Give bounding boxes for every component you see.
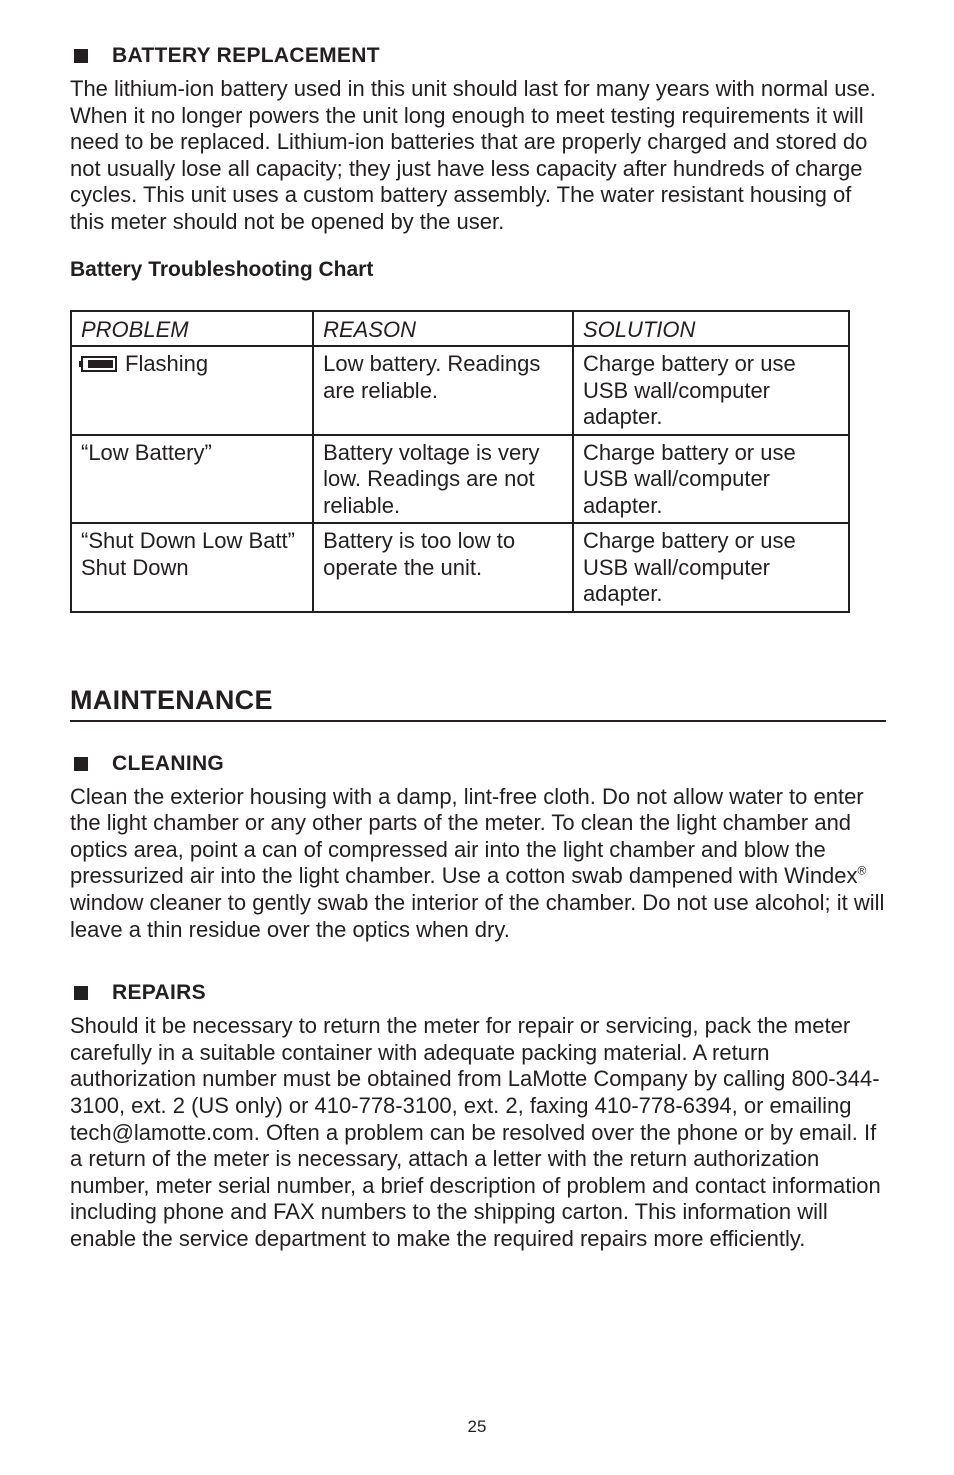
cleaning-text-end: window cleaner to gently swab the interior of the chamber. Do not use alcohol; it will leave a thin residue over the optics when dry. (70, 889, 885, 942)
battery-icon (81, 356, 117, 372)
header-solution: SOLUTION (573, 311, 849, 347)
repairs-heading (70, 981, 886, 1005)
battery-troubleshooting-table (70, 310, 850, 613)
table-row (71, 523, 849, 612)
problem-text: Flashing (125, 351, 209, 377)
cleaning-heading (70, 752, 886, 776)
cell-problem (71, 346, 313, 435)
square-bullet-icon (74, 757, 88, 771)
repairs-heading-text: REPAIRS (112, 981, 206, 1005)
cleaning-heading-text: CLEANING (112, 751, 225, 775)
cell-problem: “Low Battery” (71, 435, 313, 524)
header-problem: PROBLEM (71, 311, 313, 347)
table-row (71, 346, 849, 435)
battery-replacement-heading-text: BATTERY REPLACEMENT (112, 44, 380, 67)
cell-problem: “Shut Down Low Batt” Shut Down (71, 523, 313, 612)
cell-solution: Charge battery or use USB wall/computer adapter. (573, 435, 849, 524)
cleaning-text-start: Clean the exterior housing with a damp, lint-free cloth. Do not allow water to enter the light chamber or any other parts of the meter. To clean the light chamber and optics area, point a can of compressed air into the light chamber and blow the pressurized air into the light chamber. Use a cotton swab dampened with Windex (70, 783, 864, 889)
chart-title: Battery Troubleshooting Chart (70, 257, 374, 281)
maintenance-title: MAINTENANCE (70, 685, 886, 722)
cell-reason: Battery voltage is very low. Readings are not reliable. (313, 435, 573, 524)
header-reason: REASON (313, 311, 573, 347)
square-bullet-icon (74, 49, 88, 63)
table-row (71, 435, 849, 524)
battery-replacement-paragraph: The lithium-ion battery used in this unit should last for many years with normal use. When it no longer powers the unit long enough to meet testing requirements it will need to be replaced. Lithium-ion batteries that are properly charged and stored do not usually lose all capacity; they just have less capacity after hundreds of charge cycles. This unit uses a custom battery assembly. The water resistant housing of this meter should not be opened by the user. (70, 76, 876, 234)
manual-page (70, 44, 886, 1252)
cleaning-paragraph (70, 784, 886, 944)
cell-solution: Charge battery or use USB wall/computer adapter. (573, 346, 849, 435)
cell-reason: Low battery. Readings are reliable. (313, 346, 573, 435)
repairs-paragraph: Should it be necessary to return the meter for repair or servicing, pack the meter carefully in a suitable container with adequate packing material. A return authorization number must be obtained from LaMotte Company by calling 800-344-3100, ext. 2 (US only) or 410-778-3100, ext. 2, faxing 410-778-6394, or emailing tech@lamotte.com. Often a problem can be resolved over the phone or by email. If a return of the meter is necessary, attach a letter with the return authorization number, meter serial number, a brief description of problem and contact information including phone and FAX numbers to the shipping carton. This information will enable the service department to make the required repairs more efficiently. (70, 1013, 881, 1251)
cell-solution: Charge battery or use USB wall/computer adapter. (573, 523, 849, 612)
square-bullet-icon (74, 986, 88, 1000)
page-number: 25 (467, 1417, 487, 1436)
registered-trademark: ® (857, 864, 867, 879)
cell-reason: Battery is too low to operate the unit. (313, 523, 573, 612)
table-header-row (71, 311, 849, 347)
battery-replacement-heading (70, 44, 886, 68)
